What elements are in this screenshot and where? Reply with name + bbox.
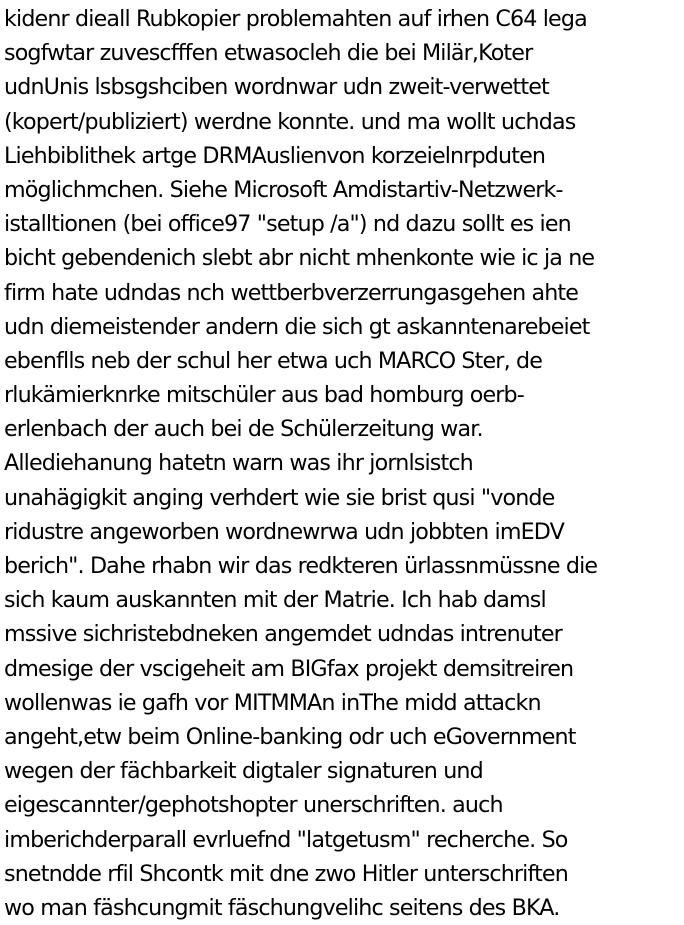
text-line-4: (kopert/publiziert) werdne konnte. und ma wollt uchdas — [4, 108, 576, 135]
text-line-22: angeht,etw beim Online-banking odr uch eGovernment — [4, 723, 576, 750]
text-line-5: Liehbiblithek artge DRMAuslienvon korzeielnrpduten — [4, 142, 546, 169]
text-line-19: mssive sichristebdneken angemdet udndas intrenuter — [4, 621, 562, 648]
text-line-8: bicht gebendenich slebt abr nicht mhenkonte wie ic ja ne — [4, 245, 595, 272]
text-line-25: imberichderparall evrluefnd "latgetusm" recherche. So — [4, 826, 568, 853]
text-line-1: kidenr dieall Rubkopier problemahten auf irhen C64 lega — [4, 6, 587, 32]
text-line-7: istalltionen (bei office97 "setup /a") nd dazu sollt es ien — [4, 211, 571, 238]
text-line-18: sich kaum auskannten mit der Matrie. Ich hab damsl — [4, 587, 546, 614]
text-line-21: wollenwas ie gafh vor MITMMAn inThe midd attackn — [4, 689, 541, 716]
text-line-3: udnUnis lsbsgshciben wordnwar udn zweit-verwettet — [4, 74, 549, 101]
text-line-26: snetndde rfil Shcontk mit dne zwo Hitler unterschriften — [4, 860, 568, 887]
text-line-23: wegen der fächbarkeit digtaler signaturen und — [4, 758, 483, 785]
text-line-17: berich". Dahe rhabn wir das redkteren ürlassnmüssne die — [4, 553, 598, 579]
text-paragraph — [4, 2, 684, 925]
text-line-6: möglichmchen. Siehe Microsoft Amdistartiv-Netzwerk- — [4, 176, 563, 203]
text-line-15: unahägigkit anging verhdert wie sie brist qusi "vonde — [4, 484, 555, 511]
text-line-14: Allediehanung hatetn warn was ihr jornlsistch — [4, 450, 473, 477]
text-line-2: sogfwtar zuvescfffen etwasocleh die bei Milär,Koter — [4, 40, 533, 67]
text-line-9: firm hate udndas nch wettberbverzerrungasgehen ahte — [4, 279, 579, 306]
text-line-13: erlenbach der auch bei de Schülerzeitung war. — [4, 416, 483, 443]
text-line-20: dmesige der vscigeheit am BIGfax projekt demsitreiren — [4, 655, 574, 682]
text-line-10: udn diemeistender andern die sich gt askanntenarebeiet — [4, 313, 590, 340]
text-line-12: rlukämierknrke mitschüler aus bad homburg oerb- — [4, 382, 524, 409]
text-line-11: ebenflls neb der schul her etwa uch MARCO Ster, de — [4, 347, 543, 374]
text-line-16: ridustre angeworben wordnewrwa udn jobbten imEDV — [4, 518, 564, 545]
text-line-24: eigescannter/gephotshopter unerschriften. auch — [4, 792, 503, 819]
text-line-27: wo man fäshcungmit fäschungvelihc seitens des BKA. — [4, 894, 560, 921]
